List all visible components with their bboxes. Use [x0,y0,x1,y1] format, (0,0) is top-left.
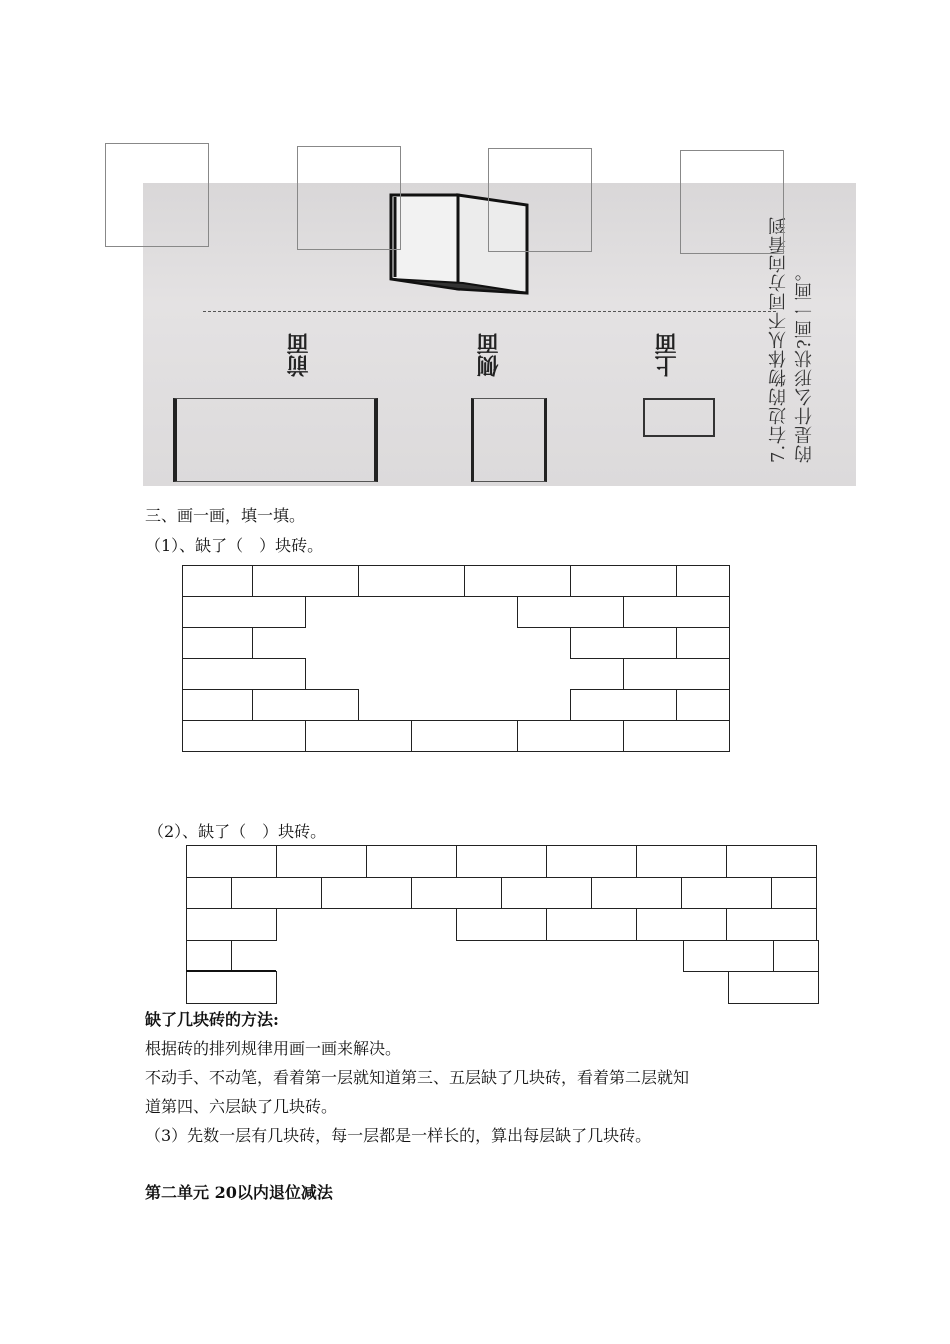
brick [411,877,502,910]
method-title: 缺了几块砖的方法: [145,1010,279,1029]
brick [570,627,677,659]
brick [726,845,817,878]
dashed-divider [203,311,776,312]
brick-row [182,627,730,659]
brick [182,627,253,659]
brick [676,689,730,721]
brick-row [186,971,819,1004]
brick-row [182,658,730,690]
method-line-4: （3）先数一层有几块砖，每一层都是一样长的，算出每层缺了几块砖。 [145,1126,652,1145]
brick-row [186,940,819,973]
answer-box-2[interactable] [297,146,401,250]
brick [358,565,465,597]
brick [186,971,277,1004]
question-2-text: （2）、缺了（ ）块砖。 [148,822,327,841]
brick [636,845,727,878]
brick [186,908,277,941]
brick [546,908,637,941]
brick [728,971,819,1004]
brick [305,720,412,752]
section-heading: 三、画一画，填一填。 [145,506,306,525]
brick [501,877,592,910]
brick [186,940,232,973]
method-line-2: 不动手、不动笔，看着第一层就知道第三、五层缺了几块砖，看着第二层就知 [145,1068,690,1087]
brick [411,720,518,752]
brick [570,689,677,721]
top-view-shape [643,398,715,437]
brick [636,908,727,941]
photo-question-text: 7.右边的物体从不同方向看到的是什么形状?画一画。 [768,215,815,463]
brick [623,658,730,690]
brick-row [186,845,819,878]
brick [683,940,774,973]
brick-wall-1 [182,565,730,753]
brick [570,565,677,597]
method-line-3: 道第四、六层缺了几块砖。 [145,1097,338,1116]
brick-row [186,908,819,941]
brick-row [186,877,819,910]
brick [771,877,817,910]
brick [681,877,772,910]
brick [676,565,730,597]
brick [252,565,359,597]
brick [591,877,682,910]
brick-row [182,565,730,597]
brick [546,845,637,878]
brick [182,689,253,721]
method-line-1: 根据砖的排列规律用画一画来解决。 [145,1039,402,1058]
answer-box-1[interactable] [105,143,209,247]
answer-box-3[interactable] [488,148,592,252]
brick-wall-2 [186,845,819,1003]
brick [456,908,547,941]
front-view-label: 前面 [286,333,312,377]
brick-row [182,720,730,752]
brick [182,565,253,597]
brick [464,565,571,597]
side-view-shape [471,398,547,482]
unit-title: 第二单元 20以内退位减法 [145,1183,333,1202]
drawn-line [186,970,276,972]
brick [186,877,232,910]
brick [517,596,624,628]
question-1-text: （1）、缺了（ ）块砖。 [145,536,324,555]
top-view-label: 上面 [654,333,680,377]
brick-row [182,596,730,628]
brick [182,720,306,752]
brick [321,877,412,910]
brick [623,596,730,628]
brick [726,908,817,941]
front-view-shape [173,398,378,482]
brick [456,845,547,878]
brick [623,720,730,752]
brick [773,940,819,973]
answer-box-4[interactable] [680,150,784,254]
brick [676,627,730,659]
brick [231,877,322,910]
brick-row [182,689,730,721]
brick [276,845,367,878]
brick [182,596,306,628]
brick [517,720,624,752]
brick [366,845,457,878]
side-view-label: 侧面 [476,333,502,377]
brick [186,845,277,878]
brick [182,658,306,690]
brick [252,689,359,721]
